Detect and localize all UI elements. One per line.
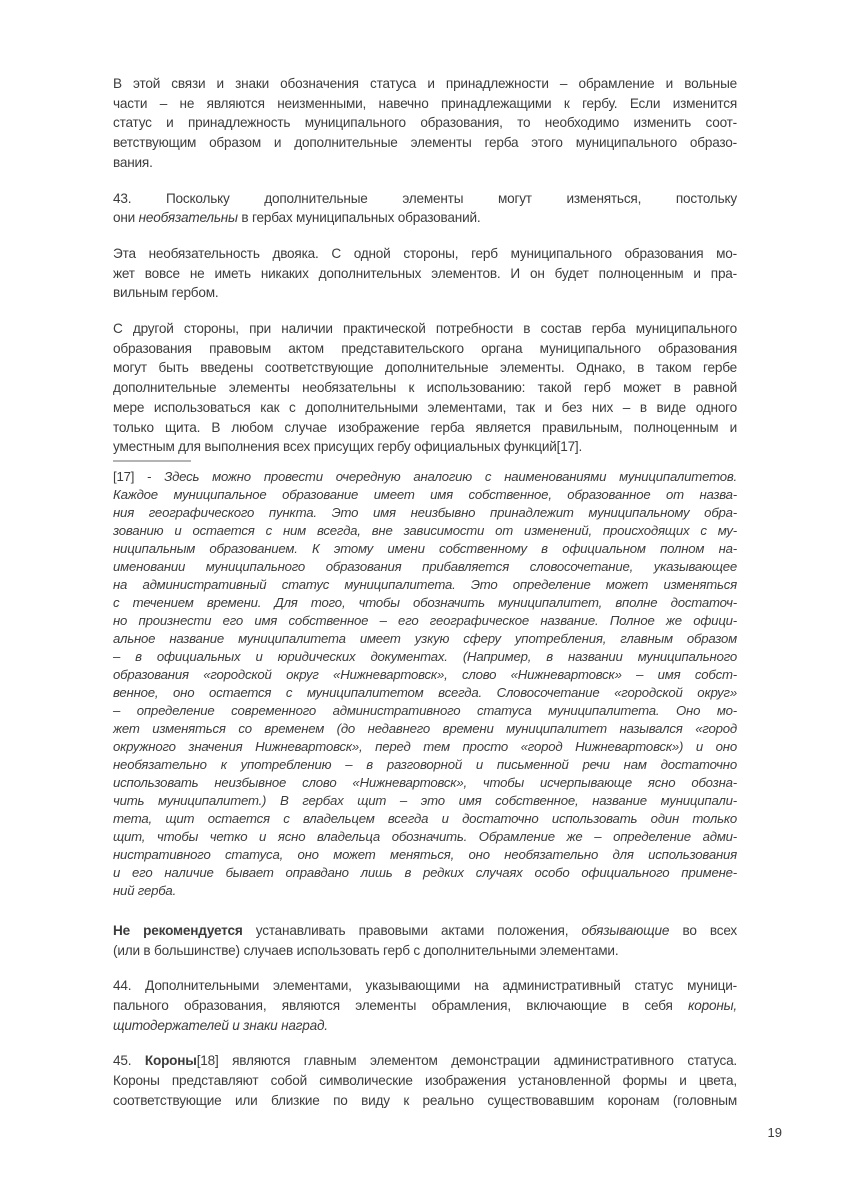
- text-run: жет изменяться со временем (до недавнего времени муниципалитет назывался «город: [113, 720, 737, 736]
- text-run: соответствующие или близкие по виду к реально существовавшим коронам (головным: [113, 1092, 737, 1108]
- text-line: [113, 594, 737, 612]
- text-line: [113, 283, 737, 303]
- text-line: [113, 1071, 737, 1091]
- text-line: [113, 612, 737, 630]
- text-run: альное название муниципалитета имеет узкую сферу употребления, главным образом: [113, 630, 737, 646]
- paragraph-other-side: [113, 319, 737, 457]
- text-run: мере использоваться как с дополнительными элементами, так и без них – в виде одного: [113, 399, 737, 415]
- text-run: – определение современного административного статуса муниципалитета. Оно мо-: [113, 702, 737, 718]
- text-line: [113, 996, 737, 1016]
- paragraph-not-recommended: [113, 921, 737, 960]
- text-run: вания.: [113, 154, 153, 170]
- paragraph-intro: [113, 74, 737, 173]
- text-line: [113, 189, 737, 209]
- text-line: [113, 437, 737, 457]
- text-line: [113, 828, 737, 846]
- text-line: [113, 522, 737, 540]
- text-run: С другой стороны, при наличии практической потребности в состав герба муниципального: [113, 321, 737, 337]
- text-run: с течением времени. Для того, чтобы обозначить муниципалитет, вполне достаточ-: [113, 594, 737, 610]
- text-run: Короны: [144, 1053, 197, 1069]
- text-run: венное, оно остается с муниципалитетом всегда. Словосочетание «городской округ»: [113, 684, 737, 700]
- text-run: необязательны: [138, 210, 238, 226]
- text-run: Короны представляют собой символические изображения установленной формы и цвета,: [113, 1073, 737, 1089]
- text-run: ниципальным образованием. К этому имени собственному в официальном полном на-: [113, 540, 737, 556]
- text-run: только щита. В любом случае изображение герба является правильным, полноценным и: [113, 419, 737, 435]
- text-line: [113, 378, 737, 398]
- paragraph-43: [113, 189, 737, 228]
- text-line: [113, 358, 737, 378]
- text-run: щит, чтобы четко и ясно владельца обозначить. Обрамление же – определение адми-: [113, 828, 737, 844]
- paragraph-optionality: [113, 244, 737, 303]
- footnote-rule: [113, 460, 191, 462]
- paragraph-45: [113, 1051, 737, 1110]
- text-run: [17] -: [113, 468, 165, 484]
- text-line: [113, 846, 737, 864]
- text-run: ния географического пункта. Это имя неизбывно принадлежит муниципальному обра-: [113, 504, 737, 520]
- text-run: в гербах муниципальных образований.: [237, 210, 481, 226]
- text-line: [113, 702, 737, 720]
- text-run: во всех: [669, 922, 738, 938]
- text-line: [113, 864, 737, 882]
- text-run: жет вовсе не иметь никаких дополнительных элементов. И он будет полноценным и пра-: [113, 265, 737, 281]
- text-line: [113, 720, 737, 738]
- text-run: образования «городской округ «Нижневартовск», слово «Нижневартовск» – имя собст-: [113, 666, 737, 682]
- text-run: статус и принадлежность муниципального образования, то необходимо изменить соот-: [113, 115, 737, 131]
- text-line: [113, 486, 737, 504]
- text-line: [113, 1016, 737, 1036]
- page-number: 19: [767, 1125, 782, 1140]
- text-line: [113, 648, 737, 666]
- text-line: [113, 94, 737, 114]
- text-run: Здесь можно провести очередную аналогию с наименованиями муниципалитетов.: [164, 468, 737, 484]
- text-line: [113, 540, 737, 558]
- text-run: на административный статус муниципалитета. Это определение может изменяться: [113, 576, 737, 592]
- text-run: нистративного статуса, оно может меняться, оно необязательно для использования: [113, 846, 737, 862]
- text-line: [113, 666, 737, 684]
- text-run: необязательно к употреблению – в разговорной и письменной речи нам достаточно: [113, 756, 737, 772]
- text-line: [113, 810, 737, 828]
- text-line: [113, 1051, 737, 1071]
- text-run: они: [113, 210, 139, 226]
- text-run: окружного значения Нижневартовск», перед тем просто «город Нижневартовск») и оно: [113, 738, 737, 754]
- text-run: короны,: [688, 998, 737, 1014]
- text-run: вильным гербом.: [113, 285, 219, 301]
- text-line: [113, 504, 737, 522]
- text-run: – в официальных и юридических документах. (Например, в названии муниципального: [113, 648, 737, 664]
- text-line: [113, 756, 737, 774]
- text-run: щитодержателей и знаки наград.: [113, 1017, 328, 1033]
- text-line: [113, 208, 737, 228]
- text-run: уместным для выполнения всех присущих гербу официальных функций[17].: [113, 439, 583, 455]
- footnote-17: [113, 468, 737, 900]
- text-run: ний герба.: [113, 882, 177, 898]
- text-run: (или в большинстве) случаев использовать герб с дополнительными элементами.: [113, 942, 619, 958]
- text-run: устанавливать правовыми актами положения,: [242, 922, 582, 938]
- text-line: [113, 976, 737, 996]
- text-line: [113, 576, 737, 594]
- text-run: обязывающие: [581, 922, 670, 938]
- text-run: В этой связи и знаки обозначения статуса и принадлежности – обрамление и вольные: [113, 76, 737, 91]
- text-run: пального образования, являются элементы обрамления, включающие в себя: [113, 998, 689, 1014]
- text-run: образования правовым актом представительского органа муниципального образования: [113, 340, 737, 356]
- text-line: [113, 398, 737, 418]
- text-line: [113, 882, 737, 900]
- text-run: 45.: [113, 1053, 145, 1069]
- text-run: и его наличие бывает оправдано лишь в редких случаях особо официального примене-: [113, 864, 737, 880]
- text-line: [113, 684, 737, 702]
- text-line: [113, 113, 737, 133]
- text-run: 44. Дополнительными элементами, указывающими на административный статус муници-: [113, 978, 737, 994]
- text-line: [113, 774, 737, 792]
- text-run: тета, щит остается с владельцем всегда и достаточно использовать один только: [113, 810, 737, 826]
- text-run: могут быть введены соответствующие дополнительные элементы. Однако, в таком гербе: [113, 360, 737, 376]
- text-line: [113, 244, 737, 264]
- text-line: [113, 153, 737, 173]
- text-line: [113, 738, 737, 756]
- text-line: [113, 921, 737, 941]
- document-content: [113, 74, 737, 1127]
- text-run: 43. Поскольку дополнительные элементы могут изменяться, постольку: [113, 190, 737, 206]
- text-line: [113, 630, 737, 648]
- text-run: использовать неизбывное слово «Нижневартовск», чтобы исчерпывающе ясно обозна-: [113, 774, 737, 790]
- text-line: [113, 418, 737, 438]
- text-run: Каждое муниципальное образование имеет имя собственное, образованное от назва-: [113, 486, 737, 502]
- text-run: ветствующим образом и дополнительные элементы герба этого муниципального образо-: [113, 135, 737, 151]
- text-line: [113, 941, 737, 961]
- text-run: дополнительные элементы необязательны к использованию: такой герб может в равной: [113, 380, 737, 396]
- text-line: [113, 1091, 737, 1111]
- text-run: именовании муниципального образования прибавляется словосочетание, указывающее: [113, 558, 737, 574]
- text-run: части – не являются неизменными, навечно принадлежащими к гербу. Если изменится: [113, 95, 737, 111]
- text-line: [113, 558, 737, 576]
- text-line: [113, 264, 737, 284]
- text-run: Эта необязательность двояка. С одной стороны, герб муниципального образования мо-: [113, 245, 737, 261]
- text-line: [113, 792, 737, 810]
- text-line: [113, 133, 737, 153]
- text-line: [113, 74, 737, 94]
- text-run: чить муниципалитет.) В гербах щит – это имя собственное, название муниципали-: [113, 792, 737, 808]
- text-run: Не рекомендуется: [113, 922, 243, 938]
- text-line: [113, 339, 737, 359]
- text-run: но произнести его имя собственное – его географическое название. Полное же офици-: [113, 612, 737, 628]
- paragraph-44: [113, 976, 737, 1035]
- text-run: зованию и остается с ним всегда, вне зависимости от изменений, происходящих с му-: [113, 522, 737, 538]
- text-line: [113, 468, 737, 486]
- text-line: [113, 319, 737, 339]
- text-run: [18] являются главным элементом демонстрации административного статуса.: [196, 1053, 738, 1069]
